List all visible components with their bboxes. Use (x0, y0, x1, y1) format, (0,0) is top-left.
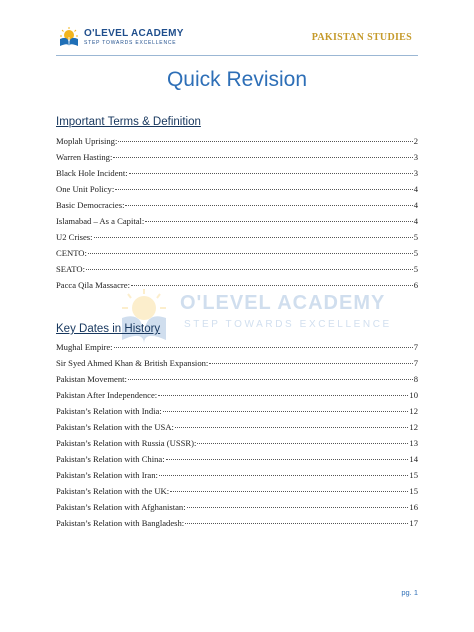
toc-entry-label: Islamabad – As a Capital: (56, 216, 145, 226)
toc-leader-dots (170, 481, 408, 492)
toc-entry[interactable] (56, 277, 418, 293)
toc-entry-page: 5 (413, 264, 418, 274)
header-divider (56, 55, 418, 56)
page-title: Quick Revision (166, 68, 308, 91)
toc-leader-dots (159, 465, 408, 476)
toc-entry-page: 13 (409, 438, 418, 448)
toc-entry-label: One Unit Policy: (56, 184, 115, 194)
toc-leader-dots (115, 179, 412, 190)
toc-entry-page: 7 (413, 342, 418, 352)
toc-entry-label: Warren Hasting: (56, 152, 113, 162)
toc-entry-label: Moplah Uprising: (56, 136, 118, 146)
toc-leader-dots (175, 417, 408, 428)
toc-leader-dots (129, 163, 413, 174)
toc-leader-dots (118, 131, 412, 142)
toc-entry-page: 8 (413, 374, 418, 384)
toc-entry-label: Pakistan’s Relation with Bangladesh: (56, 518, 185, 528)
toc-entry-label: Pakistan’s Relation with India: (56, 406, 162, 416)
toc-entry-label: Pakistan’s Relation with Russia (USSR): (56, 438, 197, 448)
logo-tagline: STEP TOWARDS EXCELLENCE (84, 40, 177, 46)
toc-entry-page: 7 (413, 358, 418, 368)
toc-leader-dots (131, 275, 413, 286)
toc-leader-dots (88, 243, 413, 254)
toc-entry-label: Pakistan’s Relation with Iran: (56, 470, 158, 480)
toc-leader-dots (145, 211, 412, 222)
toc-dates (56, 339, 418, 531)
toc-entry-label: Pakistan’s Relation with the USA: (56, 422, 174, 432)
toc-entry-label: Pakistan’s Relation with China: (56, 454, 165, 464)
toc-leader-dots (187, 497, 409, 508)
toc-entry-label: U2 Crises: (56, 232, 93, 242)
section-heading-dates: Key Dates in History (56, 323, 161, 335)
toc-leader-dots (125, 195, 412, 206)
section-heading-terms: Important Terms & Definition (56, 116, 201, 128)
page-number: pg. 1 (401, 588, 418, 597)
toc-entry-page: 12 (409, 422, 418, 432)
toc-entry-label: Pakistan’s Relation with the UK: (56, 486, 170, 496)
toc-entry-page: 15 (409, 470, 418, 480)
toc-leader-dots (163, 401, 409, 412)
toc-entry-label: SEATO: (56, 264, 85, 274)
watermark-title: O'LEVEL ACADEMY (180, 292, 386, 314)
toc-entry-page: 6 (413, 280, 418, 290)
toc-leader-dots (86, 259, 413, 270)
toc-leader-dots (128, 369, 413, 380)
toc-entry-label: Pakistan Movement: (56, 374, 127, 384)
toc-entry-page: 4 (413, 184, 418, 194)
toc-leader-dots (197, 433, 408, 444)
academy-book-sun-icon (58, 26, 80, 48)
toc-leader-dots (114, 337, 413, 348)
toc-entry-label: Sir Syed Ahmed Khan & British Expansion: (56, 358, 209, 368)
toc-entry-page: 2 (413, 136, 418, 146)
watermark-tagline: STEP TOWARDS EXCELLENCE (184, 319, 392, 330)
toc-entry-page: 4 (413, 216, 418, 226)
toc-entry-page: 15 (409, 486, 418, 496)
toc-entry-page: 3 (413, 168, 418, 178)
toc-entry-label: Basic Democracies: (56, 200, 125, 210)
toc-leader-dots (185, 513, 408, 524)
academy-logo (58, 26, 184, 50)
toc-entry-page: 10 (409, 390, 418, 400)
toc-terms (56, 133, 418, 293)
toc-entry-label: Mughal Empire: (56, 342, 113, 352)
toc-entry-label: CENTO: (56, 248, 87, 258)
toc-entry-page: 12 (409, 406, 418, 416)
toc-entry-page: 3 (413, 152, 418, 162)
toc-entry-page: 17 (409, 518, 418, 528)
toc-entry-page: 5 (413, 248, 418, 258)
toc-entry[interactable] (56, 515, 418, 531)
toc-entry-label: Black Hole Incident: (56, 168, 128, 178)
toc-entry-label: Pakistan’s Relation with Afghanistan: (56, 502, 186, 512)
toc-leader-dots (166, 449, 409, 460)
toc-entry-label: Pacca Qila Massacre: (56, 280, 130, 290)
logo-title: O'LEVEL ACADEMY (84, 28, 184, 39)
toc-leader-dots (209, 353, 412, 364)
toc-entry-page: 16 (409, 502, 418, 512)
subject-title: PAKISTAN STUDIES (311, 32, 412, 43)
toc-leader-dots (158, 385, 408, 396)
toc-leader-dots (113, 147, 412, 158)
toc-entry-label: Pakistan After Independence: (56, 390, 158, 400)
toc-entry-page: 14 (409, 454, 418, 464)
toc-entry-page: 4 (413, 200, 418, 210)
toc-entry-page: 5 (413, 232, 418, 242)
toc-leader-dots (94, 227, 413, 238)
